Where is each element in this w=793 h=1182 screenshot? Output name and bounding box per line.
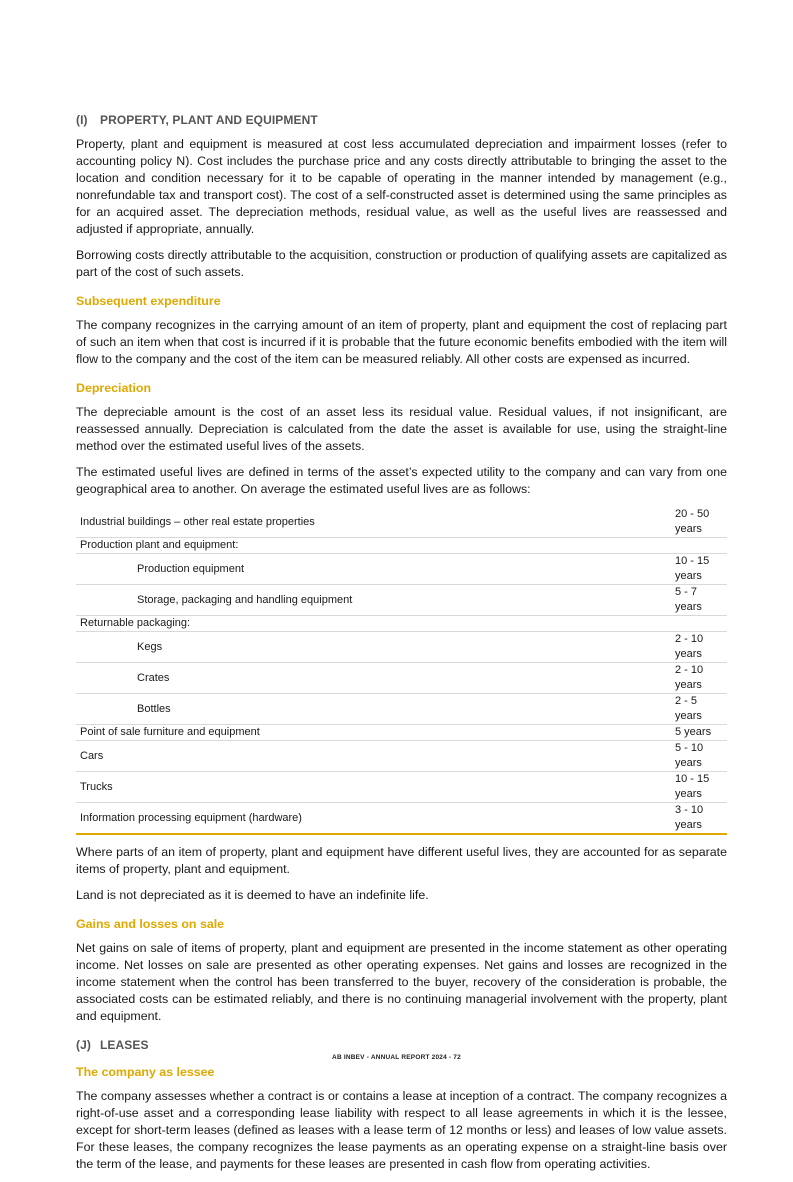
asset-category-cell: Bottles xyxy=(76,694,671,725)
useful-life-cell: 5 - 7 years xyxy=(671,585,727,616)
useful-life-cell: 2 - 5 years xyxy=(671,694,727,725)
paragraph: Borrowing costs directly attributable to the acquisition, construction or production of qualifying assets are capitalized as part of the cost of such assets. xyxy=(76,248,727,279)
paragraph: Property, plant and equipment is measured at cost less accumulated depreciation and impairment losses (refer to accounting policy N). Cost includes the purchase price and any costs directly attributable to bringing the asset to the location and condition necessary for it to be capable of operating in the manner intended by management (e.g., nonrefundable tax and transport cost). The cost of a self-constructed asset is determined using the same principles as for an acquired asset. The depreciation methods, residual value, as well as the useful lives are reassessed and adjusted if appropriate, annually. xyxy=(76,137,727,236)
table-row xyxy=(76,538,727,554)
asset-category-cell: Information processing equipment (hardware) xyxy=(76,803,671,835)
table-row xyxy=(76,741,727,772)
subheading-lessee: The company as lessee xyxy=(76,1065,215,1079)
table-row xyxy=(76,663,727,694)
asset-category-cell: Returnable packaging: xyxy=(76,616,671,632)
page-content xyxy=(76,113,727,1182)
table-row xyxy=(76,554,727,585)
subheading-gains-losses: Gains and losses on sale xyxy=(76,917,225,931)
paragraph: The depreciable amount is the cost of an asset less its residual value. Residual values, if not insignificant, are reassessed annually. Depreciation is calculated from the date the asset is available for use, using the straight-line method over the estimated useful lives of the assets. xyxy=(76,405,727,453)
page-footer: AB INBEV - ANNUAL REPORT 2024 - 72 xyxy=(332,1054,461,1061)
useful-life-cell: 10 - 15 years xyxy=(671,772,727,803)
useful-life-cell: 5 - 10 years xyxy=(671,741,727,772)
paragraph: The estimated useful lives are defined in terms of the asset’s expected utility to the company and can vary from one geographical area to another. On average the estimated useful lives are as follows: xyxy=(76,465,727,496)
paragraph: The company assesses whether a contract is or contains a lease at inception of a contract. The company recognizes a right-of-use asset and a corresponding lease liability with respect to all lease agreements in which it is the lessee, except for short-term leases (defined as leases with a lease term of 12 months or less) and leases of low value assets. For these leases, the company recognizes the lease payments as an operating expense on a straight-line basis over the term of the lease, and payments for these leases are presented in cash flow from operating activities. xyxy=(76,1089,727,1171)
table-row xyxy=(76,772,727,803)
table-row xyxy=(76,507,727,538)
table-row xyxy=(76,632,727,663)
asset-category-cell: Storage, packaging and handling equipment xyxy=(76,585,671,616)
table-row xyxy=(76,694,727,725)
subheading-subsequent-expenditure: Subsequent expenditure xyxy=(76,294,221,308)
useful-lives-table xyxy=(76,507,727,835)
paragraph: Net gains on sale of items of property, plant and equipment are presented in the income statement as other operating income. Net losses on sale are presented as other operating expenses. Net gains and losses are recognized in the income statement when the control has been transferred to the buyer, recovery of the consideration is probable, the associated costs can be estimated reliably, and there is no continuing managerial involvement with the property, plant and equipment. xyxy=(76,941,727,1023)
section-number: (J) xyxy=(76,1038,91,1052)
table-row xyxy=(76,585,727,616)
useful-life-cell: 2 - 10 years xyxy=(671,632,727,663)
useful-life-cell: 3 - 10 years xyxy=(671,803,727,835)
paragraph: Where parts of an item of property, plant and equipment have different useful lives, they are accounted for as separate items of property, plant and equipment. xyxy=(76,845,727,876)
section-number: (I) xyxy=(76,113,88,127)
asset-category-cell: Kegs xyxy=(76,632,671,663)
table-row xyxy=(76,803,727,835)
useful-life-cell: 2 - 10 years xyxy=(671,663,727,694)
section-heading-property xyxy=(76,113,727,127)
subheading-depreciation: Depreciation xyxy=(76,381,152,395)
asset-category-cell: Trucks xyxy=(76,772,671,803)
useful-life-cell: 20 - 50 years xyxy=(671,507,727,538)
asset-category-cell: Cars xyxy=(76,741,671,772)
useful-life-cell xyxy=(671,538,727,554)
table-row xyxy=(76,725,727,741)
useful-life-cell: 10 - 15 years xyxy=(671,554,727,585)
asset-category-cell: Point of sale furniture and equipment xyxy=(76,725,671,741)
section-title: PROPERTY, PLANT AND EQUIPMENT xyxy=(100,113,318,127)
section-title: LEASES xyxy=(100,1038,149,1052)
asset-category-cell: Industrial buildings – other real estate properties xyxy=(76,507,671,538)
paragraph: Land is not depreciated as it is deemed to have an indefinite life. xyxy=(76,888,429,902)
asset-category-cell: Production equipment xyxy=(76,554,671,585)
table-row xyxy=(76,616,727,632)
useful-life-cell xyxy=(671,616,727,632)
section-heading-leases xyxy=(76,1038,727,1052)
useful-life-cell: 5 years xyxy=(671,725,727,741)
asset-category-cell: Production plant and equipment: xyxy=(76,538,671,554)
asset-category-cell: Crates xyxy=(76,663,671,694)
paragraph: The company recognizes in the carrying amount of an item of property, plant and equipment the cost of replacing part of such an item when that cost is incurred if it is probable that the future economic benefits embodied with the item will flow to the company and the cost of the item can be measured reliably. All other costs are expensed as incurred. xyxy=(76,318,727,366)
